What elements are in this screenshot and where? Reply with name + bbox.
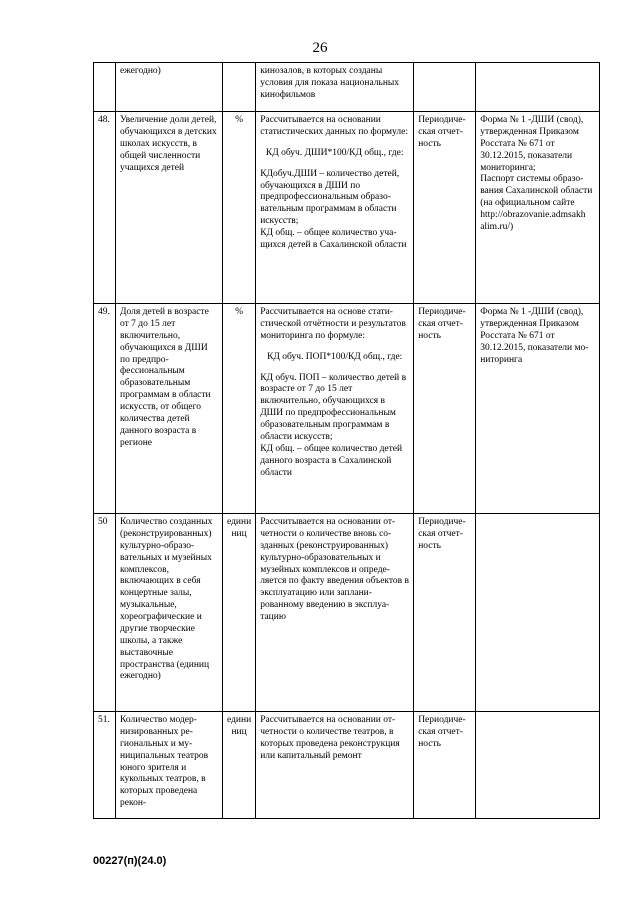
data-source [476,63,600,112]
calculation-method [256,514,414,712]
periodicity: Периодическая отчетность [414,112,476,304]
unit: едини ниц [223,514,256,712]
method-intro: Рассчитывается на основании отчетности о количестве вновь созданных (реконструированных) культурно-образовательных и музейных комплексов и определяется по факту введения объектов в эксплуатацию или запланированному введению в эксплуатацию [260,517,410,622]
method-definition: КД обуч. ПОП – количество детей в возрасте от 7 до 15 лет включительно, обучающихся в ДШИ по предпрофессиональным образовательным программам в области искусств; [260,372,407,442]
periodicity [414,63,476,112]
periodicity: Периодическая отчетность [414,514,476,712]
row-number: 48. [94,112,116,304]
unit: % [223,304,256,514]
source-item: Форма № 1 -ДШИ (свод), утвержденная Приказом Росстата № 671 от 30.12.2015, показатели мониторинга; [480,115,584,173]
indicator-name: Доля детей в возрасте от 7 до 15 лет включительно, обучающихся в ДШИ по предпрофессиональным образовательным программам в области искусств, от общего количества детей данного возраста в регионе [116,304,223,514]
method-definition: КД общ. – общее количество детей данного возраста в Сахалинской области [260,443,403,478]
periodicity: Периодическая отчетность [414,712,476,819]
calculation-method [256,63,414,112]
indicator-name: Количество модернизированных региональных и муниципальных театров юного зрителя и кукольных театров, в которых проведена рекон- [116,712,223,819]
table-row [94,514,600,712]
method-intro: Рассчитывается на основании статистических данных по формуле: [260,115,408,137]
data-source [476,112,600,304]
method-intro: Рассчитывается на основании отчетности о количестве театров, в которых проведена реконструкция или капитальный ремонт [260,715,400,761]
data-source [476,514,600,712]
source-item: Форма № 1 -ДШИ (свод), утвержденная Приказом Росстата № 671 от 30.12.2015, показатели мониторинга [480,307,589,365]
row-number: 50 [94,514,116,712]
table-row [94,304,600,514]
data-source [476,304,600,514]
unit: едини ниц [223,712,256,819]
indicator-name: Количество созданных (реконструированных) культурно-образовательных и музейных комплексов, включающих в себя концертные залы, музыкальные, хореографические и другие творческие школы, а также выставочные пространства (единиц ежегодно) [116,514,223,712]
source-item: Паспорт системы образования Сахалинской области (на официальном сайте http://obrazovanie.admsakh alim.ru/) [480,174,593,232]
method-definition: КД общ. – общее количество учащихся детей в Сахалинской области [260,228,407,250]
indicator-name: ежегодно) [116,63,223,112]
periodicity: Периодическая отчетность [414,304,476,514]
formula: КД обуч. ДШИ*100/КД общ., где: [265,147,404,158]
unit [223,63,256,112]
row-number: 49. [94,304,116,514]
row-number: 51. [94,712,116,819]
calculation-method [256,112,414,304]
method-intro: Рассчитывается на основе статистической отчётности и результатов мониторинга по формуле: [260,307,406,341]
page-number: 26 [312,40,328,56]
data-source [476,712,600,819]
method-intro: кинозалов, в которых созданы условия для показа национальных кинофильмов [260,66,400,100]
indicator-name: Увеличение доли детей, обучающихся в детских школах искусств, в общей численности учащихся детей [116,112,223,304]
calculation-method [256,304,414,514]
table-row [94,112,600,304]
row-number [94,63,116,112]
unit: % [223,112,256,304]
formula: КД обуч. ПОП*100/КД общ., где: [267,351,403,362]
calculation-method [256,712,414,819]
indicators-table [93,62,600,819]
method-definition: КДобуч.ДШИ – количество детей, обучающихся в ДШИ по предпрофессиональным образовательным программам в области искусств; [260,168,400,227]
document-code: 00227(п)(24.0) [93,855,167,867]
table-row [94,712,600,819]
table-row [94,63,600,112]
